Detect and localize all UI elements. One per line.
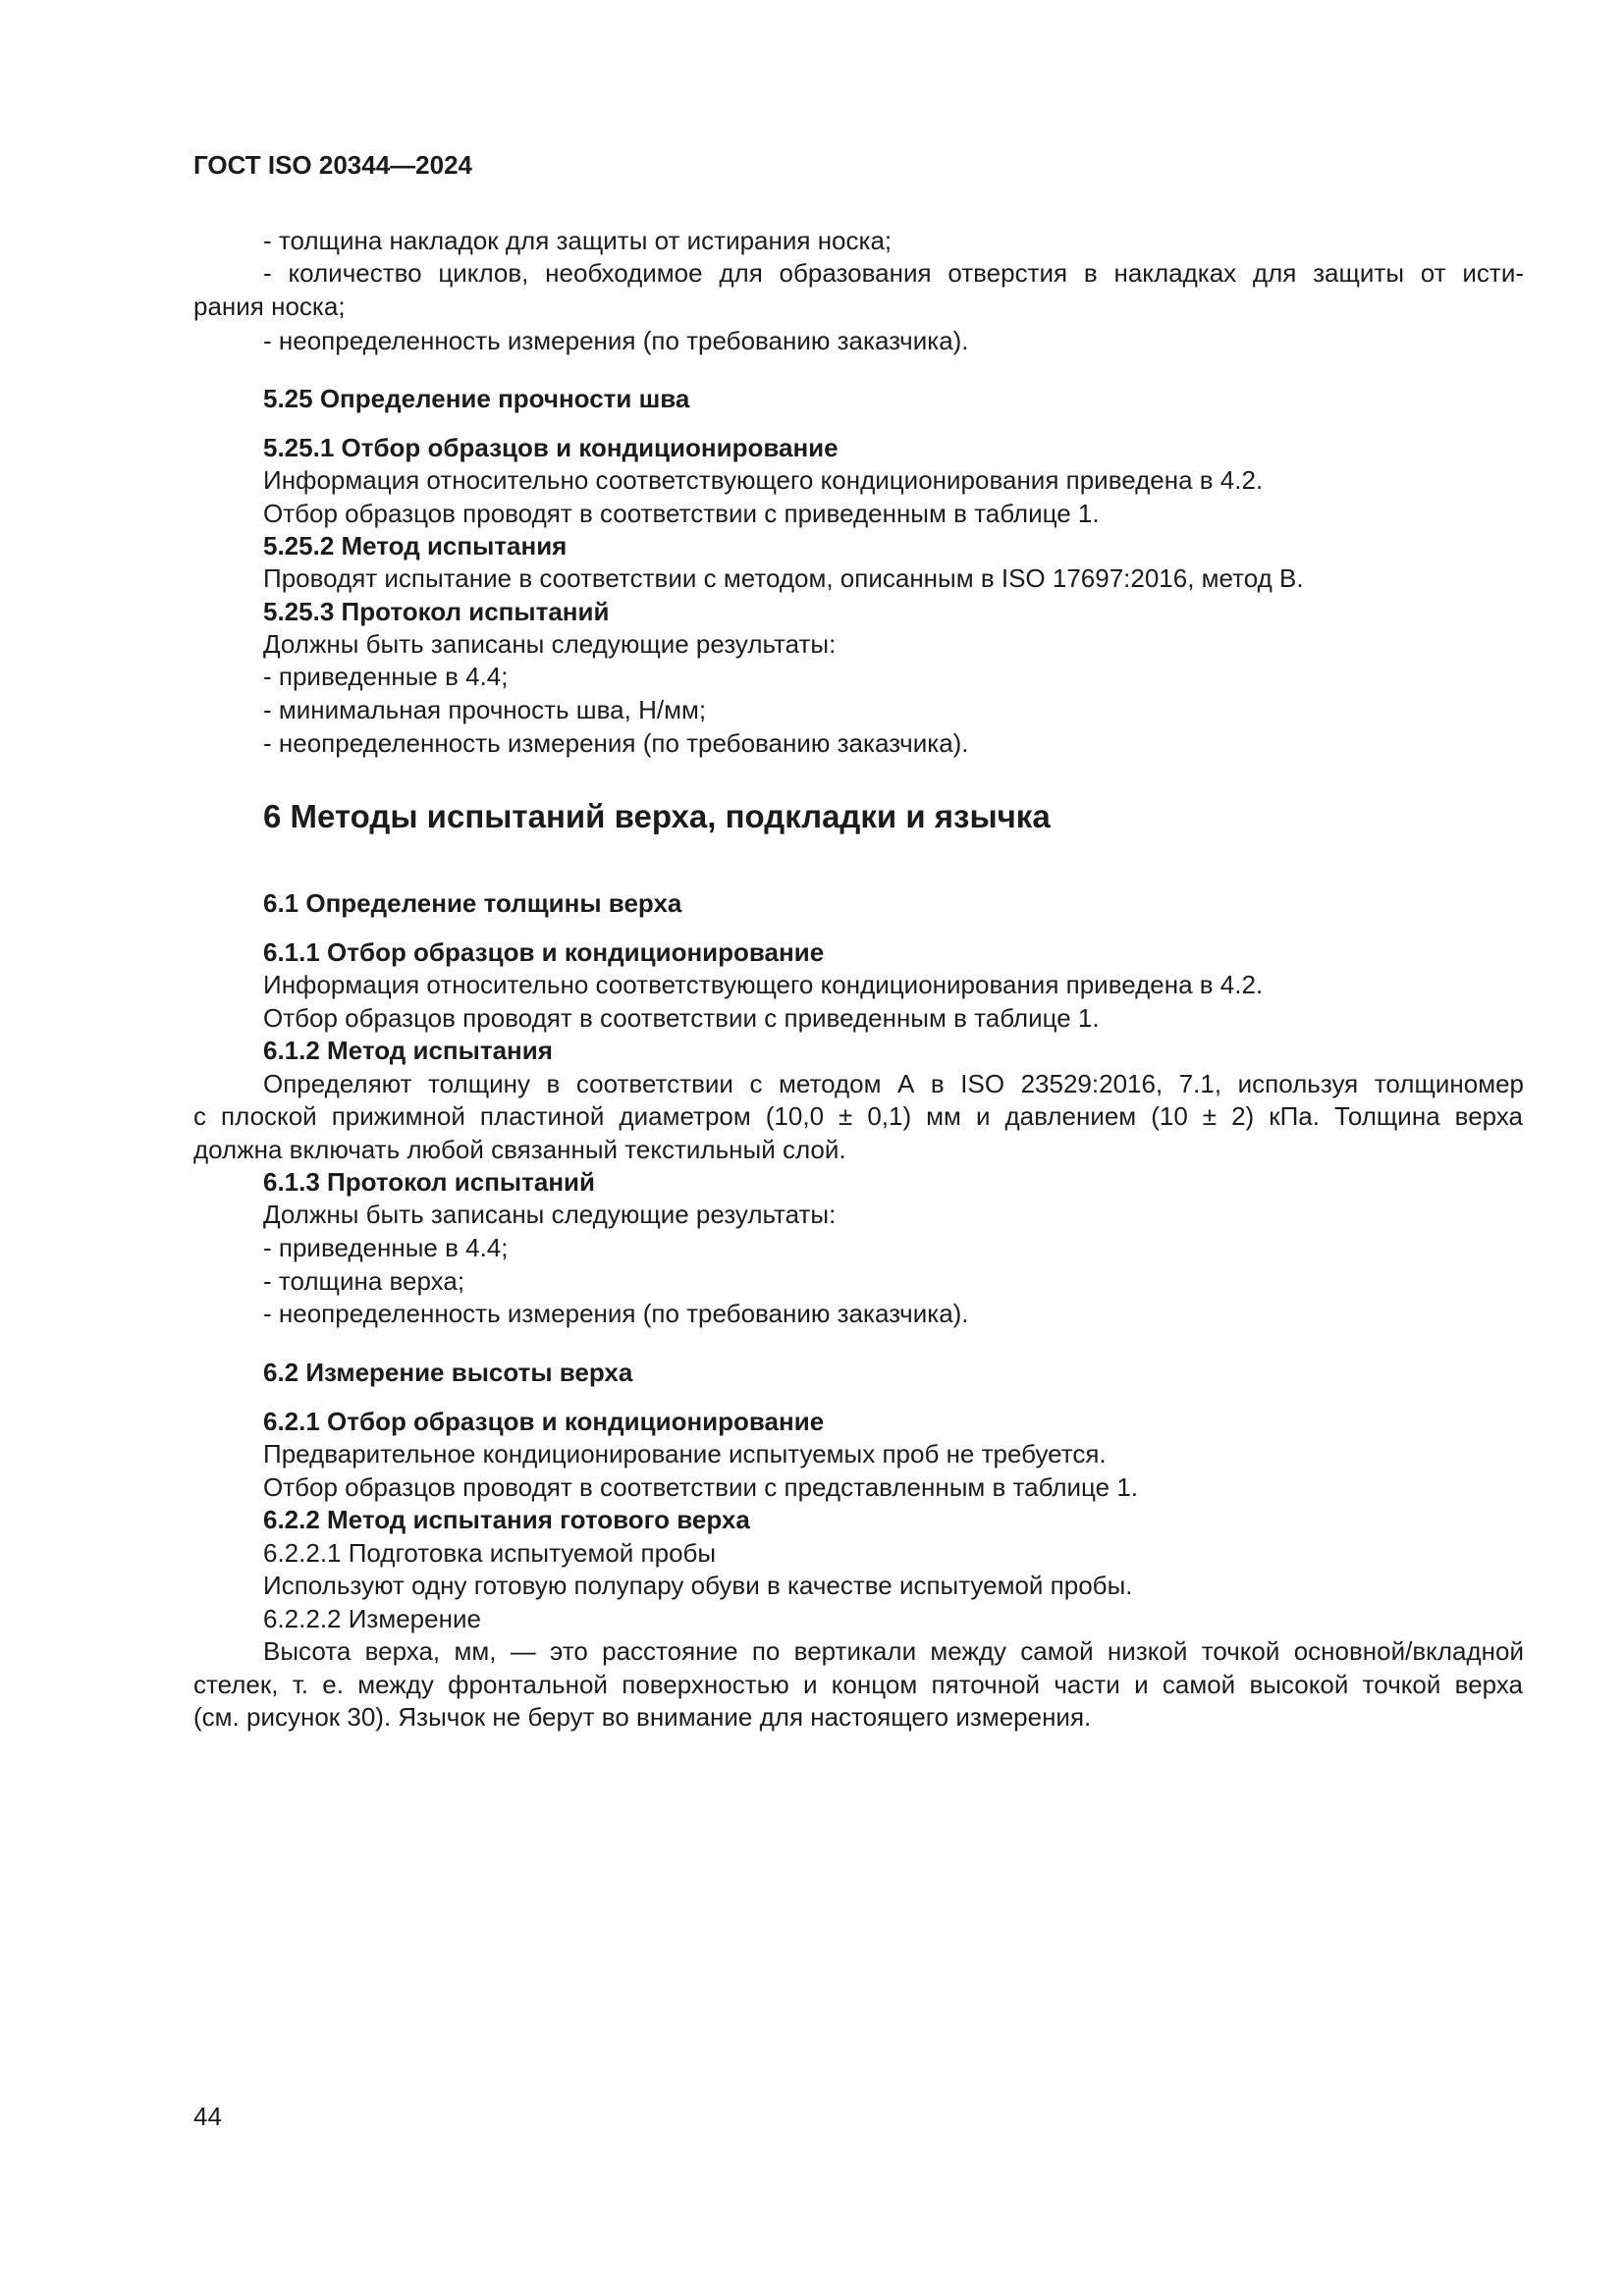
document-id: ГОСТ ISO 20344—2024 <box>193 150 473 180</box>
paragraph-line: (см. рисунок 30). Язычок не берут во внимание для настоящего измерения. <box>193 1702 1092 1732</box>
section-heading: 6.1 Определение толщины верха <box>263 888 682 918</box>
list-item: - приведенные в 4.4; <box>263 1233 509 1262</box>
paragraph: Должны быть записаны следующие результаты: <box>263 629 837 659</box>
clause-heading: 6.2.2.1 Подготовка испытуемой пробы <box>263 1538 717 1568</box>
paragraph: Должны быть записаны следующие результаты: <box>263 1200 837 1229</box>
paragraph: Отбор образцов проводят в соответствии с приведенным в таблице 1. <box>263 499 1100 528</box>
subsection-heading: 6.1.2 Метод испытания <box>263 1036 553 1065</box>
list-item: - толщина накладок для защиты от истирания носка; <box>263 226 893 255</box>
paragraph: Отбор образцов проводят в соответствии с приведенным в таблице 1. <box>263 1003 1100 1033</box>
page-number: 44 <box>193 2102 222 2131</box>
list-item: - неопределенность измерения (по требованию заказчика). <box>263 728 969 758</box>
section-heading: 6.2 Измерение высоты верха <box>263 1358 633 1387</box>
paragraph: Информация относительно соответствующего кондиционирования приведена в 4.2. <box>263 970 1264 999</box>
list-item-continuation: рания носка; <box>193 292 346 321</box>
subsection-heading: 6.1.1 Отбор образцов и кондиционирование <box>263 937 825 967</box>
subsection-heading: 5.25.2 Метод испытания <box>263 531 568 561</box>
paragraph-line: с плоской прижимной пластиной диаметром (10,0 ± 0,1) мм и давлением (10 ± 2) кПа. Толщина верха <box>193 1101 1523 1131</box>
list-item: - приведенные в 4.4; <box>263 662 509 691</box>
subsection-heading: 5.25.3 Протокол испытаний <box>263 597 610 626</box>
list-item: - толщина верха; <box>263 1266 465 1296</box>
subsection-heading: 6.2.1 Отбор образцов и кондиционирование <box>263 1407 825 1436</box>
paragraph: Проводят испытание в соответствии с методом, описанным в ISO 17697:2016, метод В. <box>263 563 1304 593</box>
subsection-heading: 6.1.3 Протокол испытаний <box>263 1167 595 1197</box>
paragraph: Информация относительно соответствующего кондиционирования приведена в 4.2. <box>263 465 1264 495</box>
paragraph: Предварительное кондиционирование испытуемых проб не требуется. <box>263 1439 1107 1468</box>
paragraph-line: Определяют толщину в соответствии с методом А в ISO 23529:2016, 7.1, используя толщиномер <box>263 1069 1524 1098</box>
paragraph: Отбор образцов проводят в соответствии с представленным в таблице 1. <box>263 1472 1139 1502</box>
clause-heading: 6.2.2.2 Измерение <box>263 1604 481 1633</box>
paragraph-line: Высота верха, мм, — это расстояние по вертикали между самой низкой точкой основной/вкладной <box>263 1636 1524 1666</box>
paragraph-line: должна включать любой связанный текстильный слой. <box>193 1135 846 1164</box>
list-item: - минимальная прочность шва, Н/мм; <box>263 695 707 724</box>
subsection-heading: 6.2.2 Метод испытания готового верха <box>263 1505 750 1534</box>
section-heading: 5.25 Определение прочности шва <box>263 384 690 413</box>
paragraph: Используют одну готовую полупару обуви в качестве испытуемой пробы. <box>263 1571 1133 1600</box>
list-item: - неопределенность измерения (по требованию заказчика). <box>263 1299 969 1328</box>
list-item: - неопределенность измерения (по требованию заказчика). <box>263 326 969 355</box>
paragraph-line: стелек, т. е. между фронтальной поверхностью и концом пяточной части и самой высокой точкой верха <box>193 1670 1523 1699</box>
list-item: - количество циклов, необходимое для образования отверстия в накладках для защиты от исти- <box>263 258 1524 288</box>
subsection-heading: 5.25.1 Отбор образцов и кондиционирование <box>263 433 839 462</box>
chapter-heading: 6 Методы испытаний верха, подкладки и язычка <box>263 798 1051 834</box>
